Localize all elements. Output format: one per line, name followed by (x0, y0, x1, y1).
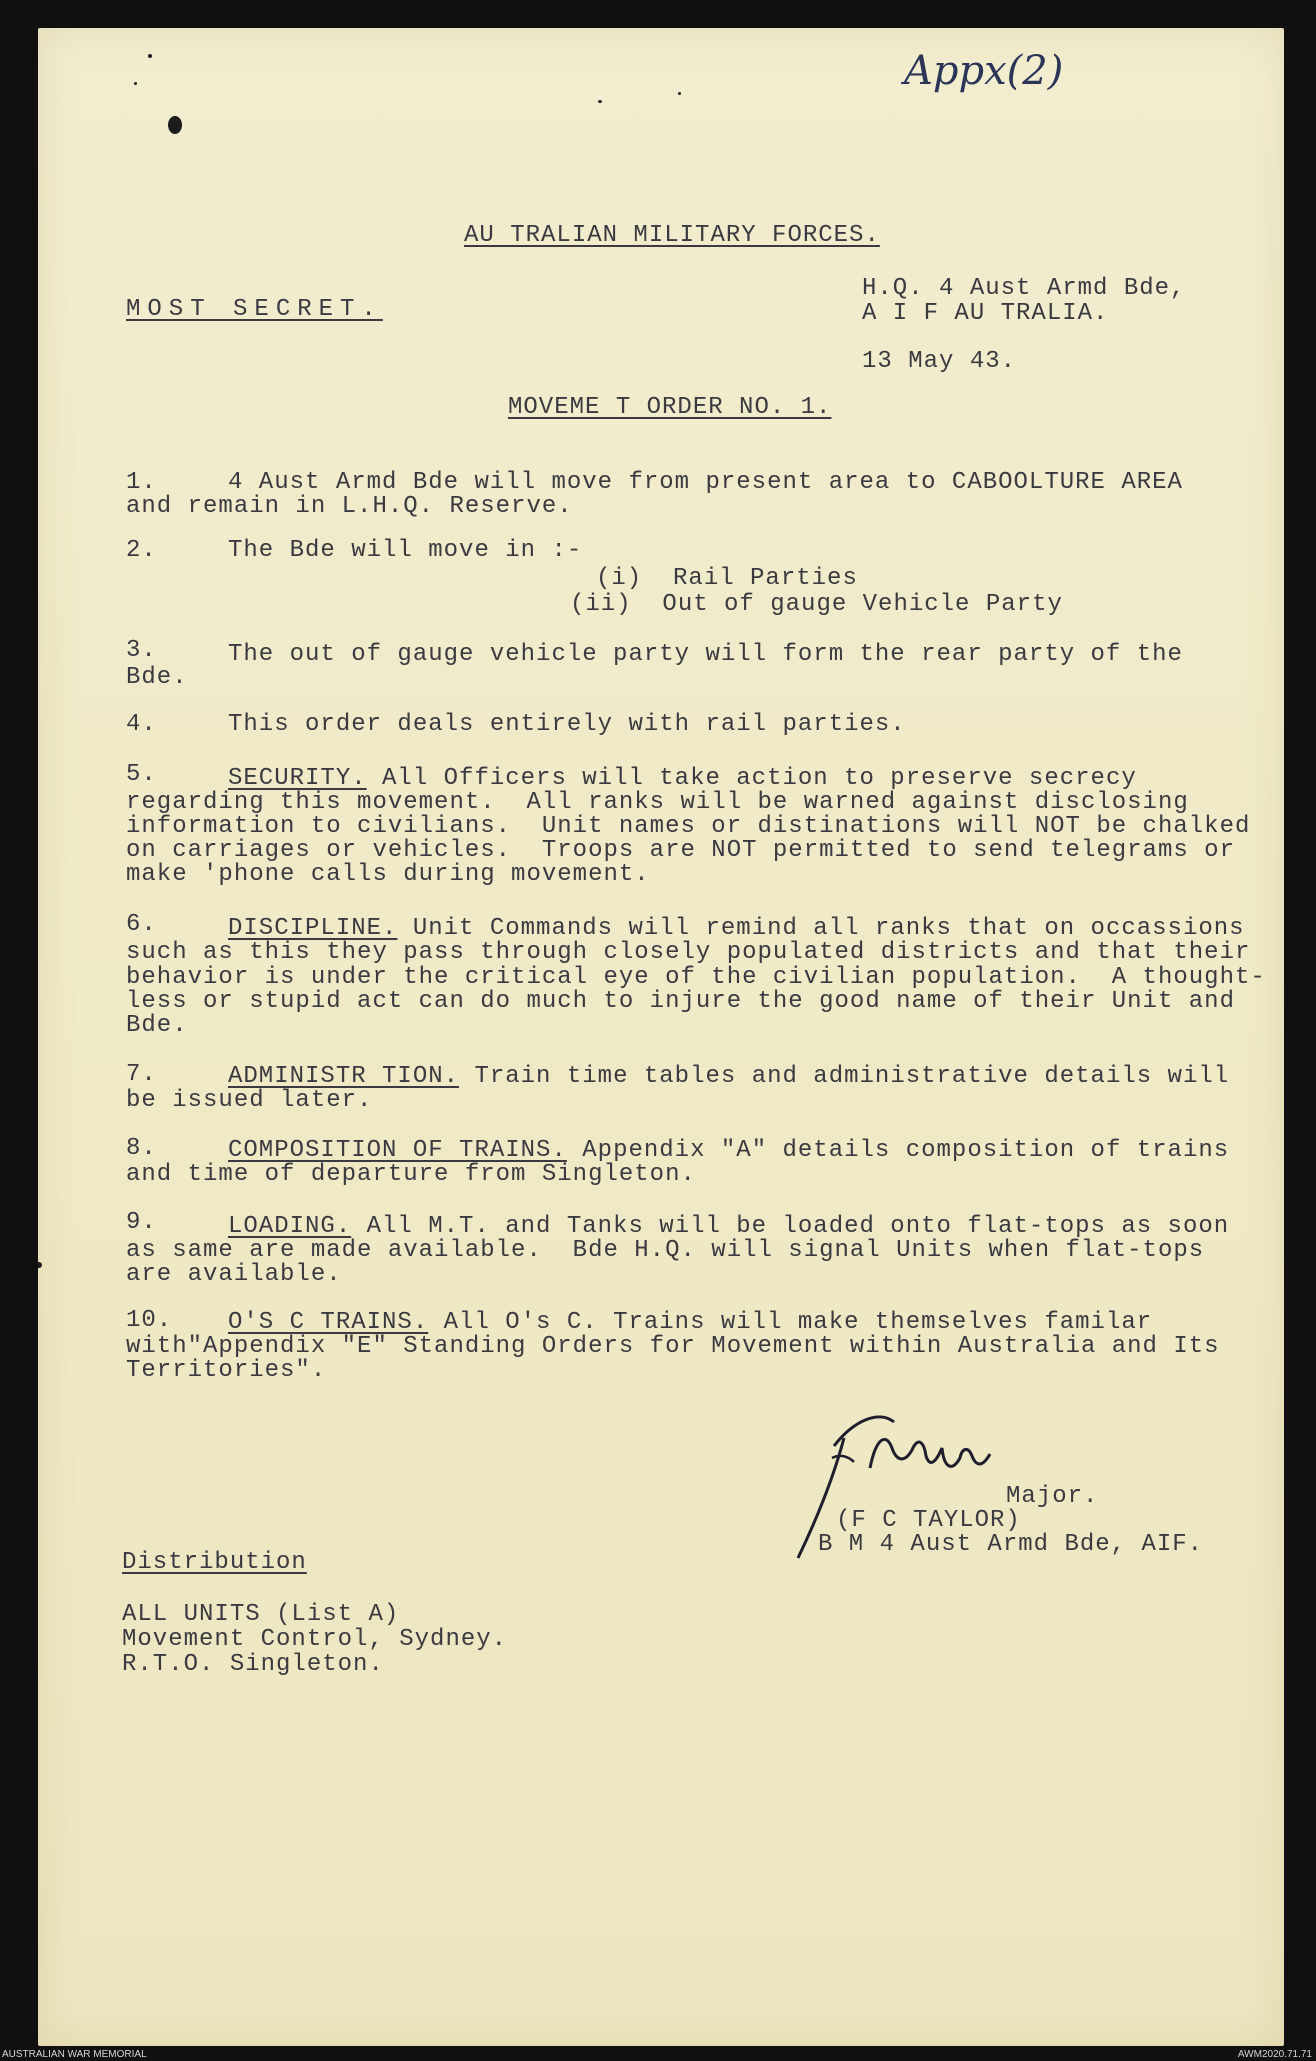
paragraph-7-number: 7. (126, 1061, 157, 1088)
distribution-heading: Distribution (122, 1549, 307, 1576)
handwritten-annotation: Appx(2) (904, 48, 1064, 94)
paragraph-1-number: 1. (126, 469, 157, 496)
paragraph-5-line-1 (228, 766, 1137, 791)
ink-blot (168, 116, 182, 134)
document-page (38, 28, 1284, 2046)
paragraph-10-line-2: with"Appendix "E" Standing Orders for Movement within Australia and Its (126, 1333, 1220, 1360)
paragraph-3-line-1: The out of gauge vehicle party will form the rear party of the (228, 641, 1183, 668)
paragraph-10-line-1 (228, 1310, 1152, 1335)
paragraph-9-number: 9. (126, 1209, 157, 1236)
paragraph-2-line-1: The Bde will move in :- (228, 537, 583, 564)
distribution-item: ALL UNITS (List A) (122, 1601, 400, 1628)
paragraph-9-line-2: as same are made available. Bde H.Q. will signal Units when flat-tops (126, 1237, 1205, 1264)
paragraph-10-line-3: Territories". (126, 1357, 327, 1384)
paragraph-6-line-4: less or stupid act can do much to injure the good name of their Unit and (126, 988, 1235, 1015)
paragraph-7-text: Train time tables and administrative details will (459, 1063, 1230, 1090)
paragraph-3-line-2: Bde. (126, 664, 188, 691)
signatory-appointment: B M 4 Aust Armd Bde, AIF. (818, 1531, 1204, 1558)
paragraph-5-line-3: information to civilians. Unit names or distinations will NOT be chalked (126, 813, 1251, 840)
paragraph-8-number: 8. (126, 1135, 157, 1162)
paragraph-6-line-5: Bde. (126, 1012, 188, 1039)
classification-marking: MOST SECRET. (126, 296, 383, 323)
organisation-heading: AU TRALIAN MILITARY FORCES. (464, 222, 880, 249)
ink-speck (598, 100, 602, 103)
paragraph-5-line-4: on carriages or vehicles. Troops are NOT permitted to send telegrams or (126, 837, 1235, 864)
paragraph-6-line-3: behavior is under the critical eye of the civilian population. A thought- (126, 964, 1266, 991)
paragraph-4-line-1: This order deals entirely with rail parties. (228, 711, 906, 738)
paragraph-8-heading: COMPOSITION OF TRAINS. (228, 1137, 567, 1164)
signatory-name: (F C TAYLOR) (836, 1507, 1021, 1534)
paragraph-5-line-5: make 'phone calls during movement. (126, 861, 650, 888)
paragraph-8-line-1 (228, 1138, 1229, 1163)
footer-accession-number: AWM2020.71.71 (1237, 2049, 1312, 2060)
paragraph-9-heading: LOADING. (228, 1213, 352, 1240)
paragraph-6-heading: DISCIPLINE. (228, 915, 398, 942)
paragraph-7-line-2: be issued later. (126, 1087, 373, 1114)
paragraph-6-text: Unit Commands will remind all ranks that on occassions (397, 915, 1245, 942)
paragraph-3-number: 3. (126, 637, 157, 664)
paragraph-1-line-1: 4 Aust Armd Bde will move from present area to CABOOLTURE AREA (228, 469, 1183, 496)
paragraph-4-number: 4. (126, 711, 157, 738)
paragraph-2-item-i: (i) Rail Parties (596, 565, 858, 592)
paragraph-5-text: All Officers will take action to preserve secrecy (366, 765, 1137, 792)
paragraph-2-number: 2. (126, 537, 157, 564)
footer-archive-name: AUSTRALIAN WAR MEMORIAL (2, 2049, 147, 2060)
signatory-rank: Major. (1006, 1483, 1099, 1510)
paragraph-6-line-2: such as this they pass through closely populated districts and that their (126, 939, 1251, 966)
paragraph-8-line-2: and time of departure from Singleton. (126, 1161, 696, 1188)
ink-speck (678, 92, 681, 95)
address-line-2: A I F AU TRALIA. (862, 300, 1109, 327)
document-date: 13 May 43. (862, 348, 1017, 375)
ink-speck (134, 82, 137, 85)
paragraph-8-text: Appendix "A" details composition of trains (566, 1137, 1230, 1164)
paragraph-7-line-1 (228, 1064, 1229, 1089)
paragraph-6-line-1 (228, 916, 1245, 941)
paragraph-2-item-ii: (ii) Out of gauge Vehicle Party (570, 591, 1063, 618)
ink-speck (38, 1262, 42, 1268)
paragraph-9-line-1 (228, 1214, 1229, 1239)
paragraph-1-line-2: and remain in L.H.Q. Reserve. (126, 493, 573, 520)
distribution-item: Movement Control, Sydney. (122, 1626, 508, 1653)
paragraph-6-number: 6. (126, 911, 157, 938)
address-line-1: H.Q. 4 Aust Armd Bde, (862, 275, 1186, 302)
document-title: MOVEME T ORDER NO. 1. (508, 394, 832, 421)
paragraph-5-number: 5. (126, 761, 157, 788)
paragraph-9-line-3: are available. (126, 1261, 342, 1288)
paragraph-9-text: All M.T. and Tanks will be loaded onto flat-tops as soon (351, 1213, 1230, 1240)
paragraph-5-heading: SECURITY. (228, 765, 367, 792)
paragraph-5-line-2: regarding this movement. All ranks will be warned against disclosing (126, 789, 1189, 816)
ink-speck (148, 54, 152, 58)
paragraph-7-heading: ADMINISTR TION. (228, 1063, 460, 1090)
paragraph-10-heading: O'S C TRAINS. (228, 1309, 429, 1336)
paragraph-10-text: All O's C. Trains will make themselves familar (428, 1309, 1153, 1336)
paragraph-10-number: 10. (126, 1307, 173, 1334)
distribution-item: R.T.O. Singleton. (122, 1651, 384, 1678)
